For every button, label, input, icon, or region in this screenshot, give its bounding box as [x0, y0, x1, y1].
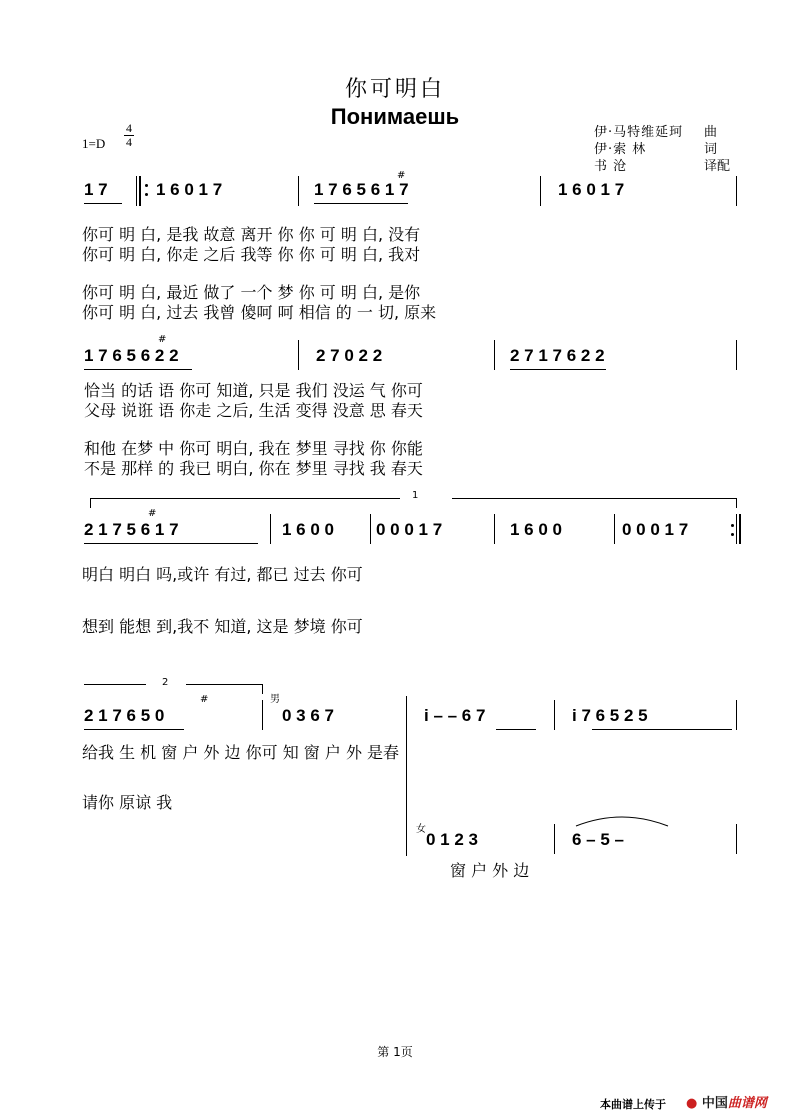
time-signature [124, 122, 134, 149]
lyrics-s2-v4: 不是 那样 的 我已 明白, 你在 梦里 寻找 我 春天 [84, 459, 423, 478]
notes-s2-m1: 2 7 0 2 2 [316, 346, 383, 365]
repeat-barline [136, 176, 137, 206]
repeat-barline-thick [739, 514, 741, 544]
site-logo [686, 1092, 767, 1111]
volta-line [452, 498, 736, 499]
notes-s4-female-m1: 6 – 5 – [572, 830, 624, 849]
repeat-dot [731, 533, 734, 536]
notes-s3-m4: 0 0 0 1 7 [622, 520, 689, 539]
volta-line [90, 498, 400, 499]
notes-s2-m2: 2 7 1 7 6 2 2 [510, 346, 605, 365]
barline [298, 176, 299, 206]
female-part-mark: 女 [416, 824, 426, 835]
sharp-mark: # [200, 694, 209, 705]
repeat-barline-thick [139, 176, 141, 206]
repeat-dot [731, 524, 734, 527]
notes-s2-m0: 1 7 6 5 6 2 2 [84, 346, 179, 365]
credit-name: 书 沧 [594, 159, 628, 174]
page-number: 第 1页 [377, 1045, 413, 1059]
lyrics-s3-v1: 明白 明白 吗,或许 有过, 都已 过去 你可 [82, 565, 363, 584]
barline [298, 340, 299, 370]
lyrics-s1-v4: 你可 明 白, 过去 我曾 傻呵 呵 相信 的 一 切, 原来 [82, 303, 437, 322]
sharp-mark: # [158, 334, 167, 345]
lyrics-s1-v1: 你可 明 白, 是我 故意 离开 你 你 可 明 白, 没有 [82, 225, 421, 244]
volta-tick [262, 684, 263, 694]
volta-number: 1 [412, 490, 419, 501]
lyrics-s2-v3: 和他 在梦 中 你可 明白, 我在 梦里 寻找 你 你能 [84, 439, 423, 458]
notes-s1-m1: 1 6 0 1 7 [156, 180, 223, 199]
song-subtitle: Понимаешь [330, 104, 460, 129]
credit-name: 伊·马特维延珂 [594, 125, 684, 140]
key-signature: 1=D [82, 136, 106, 151]
notes-s3-m3: 1 6 0 0 [510, 520, 562, 539]
underline [84, 729, 184, 730]
underline [84, 369, 192, 370]
underline [496, 729, 536, 730]
logo-text-red: 曲谱网 [727, 1096, 767, 1111]
sharp-mark: # [148, 508, 157, 519]
notes-s1-m2: 1 7 6 5 6 1 7 [314, 180, 409, 199]
notes-s4-m2: i – – 6 7 [424, 706, 486, 725]
lyrics-s4-female: 窗 户 外 边 [450, 861, 530, 880]
lyrics-s3-v2: 想到 能想 到,我不 知道, 这是 梦境 你可 [82, 617, 363, 636]
barline [736, 700, 737, 730]
lyrics-s1-v2: 你可 明 白, 你走 之后 我等 你 你 可 明 白, 我对 [82, 245, 421, 264]
notes-s4-m1: 0 3 6 7 [282, 706, 334, 725]
notes-s4-m0: 2 1 7 6 5 0 [84, 706, 165, 725]
credit-role: 译配 [704, 159, 731, 174]
repeat-barline [736, 514, 737, 544]
notes-s4-female-m0: 0 1 2 3 [426, 830, 478, 849]
underline [510, 369, 606, 370]
lyrics-s2-v2: 父母 说诳 语 你走 之后, 生活 变得 没意 思 春天 [84, 401, 423, 420]
credit-composer [594, 124, 730, 141]
volta-tick [736, 498, 737, 508]
barline [270, 514, 271, 544]
lyrics-s4-v1: 给我 生 机 窗 户 外 边 你可 知 窗 户 外 是春 [82, 743, 400, 762]
song-title: 你可明白 [344, 77, 445, 102]
repeat-dot [145, 184, 148, 187]
upload-note: 本曲谱上传于 [600, 1098, 666, 1111]
barline [736, 340, 737, 370]
logo-icon: ● [686, 1096, 698, 1111]
barline [262, 700, 263, 730]
notes-s3-m0: 2 1 7 5 6 1 7 [84, 520, 179, 539]
time-top: 4 [126, 121, 132, 135]
underline [314, 203, 408, 204]
lyrics-s2-v1: 恰当 的话 语 你可 知道, 只是 我们 没运 气 你可 [84, 381, 423, 400]
barline [370, 514, 371, 544]
notes-s3-m1: 1 6 0 0 [282, 520, 334, 539]
time-bottom: 4 [126, 135, 132, 149]
credits [594, 124, 730, 175]
volta-tick [90, 498, 91, 508]
barline [736, 176, 737, 206]
barline [736, 824, 737, 854]
sharp-mark: # [397, 170, 406, 181]
underline [84, 543, 258, 544]
lyrics-s4-v2: 请你 原谅 我 [82, 793, 173, 812]
credit-role: 词 [704, 142, 718, 157]
volta-line [84, 684, 146, 685]
notes-s4-m3: i 7 6 5 2 5 [572, 706, 648, 725]
repeat-dot [145, 193, 148, 196]
barline [494, 514, 495, 544]
barline [554, 824, 555, 854]
notes-s3-m2: 0 0 0 1 7 [376, 520, 443, 539]
male-part-mark: 男 [270, 694, 280, 705]
credit-lyricist [594, 141, 730, 158]
notes-s1-m0: 1 7 [84, 180, 108, 199]
logo-text-cn: 中国 [701, 1096, 728, 1111]
credit-name: 伊·索 林 [594, 142, 647, 157]
tie-arc [574, 812, 670, 828]
lyrics-s1-v3: 你可 明 白, 最近 做了 一个 梦 你 可 明 白, 是你 [82, 283, 421, 302]
volta-line [186, 684, 262, 685]
underline [84, 203, 122, 204]
system-barline [406, 696, 407, 856]
barline [614, 514, 615, 544]
volta-number: 2 [162, 677, 169, 688]
barline [540, 176, 541, 206]
barline [554, 700, 555, 730]
notes-s1-m3: 1 6 0 1 7 [558, 180, 625, 199]
barline [494, 340, 495, 370]
underline [592, 729, 732, 730]
credit-role: 曲 [704, 125, 718, 140]
credit-translator [594, 158, 730, 175]
